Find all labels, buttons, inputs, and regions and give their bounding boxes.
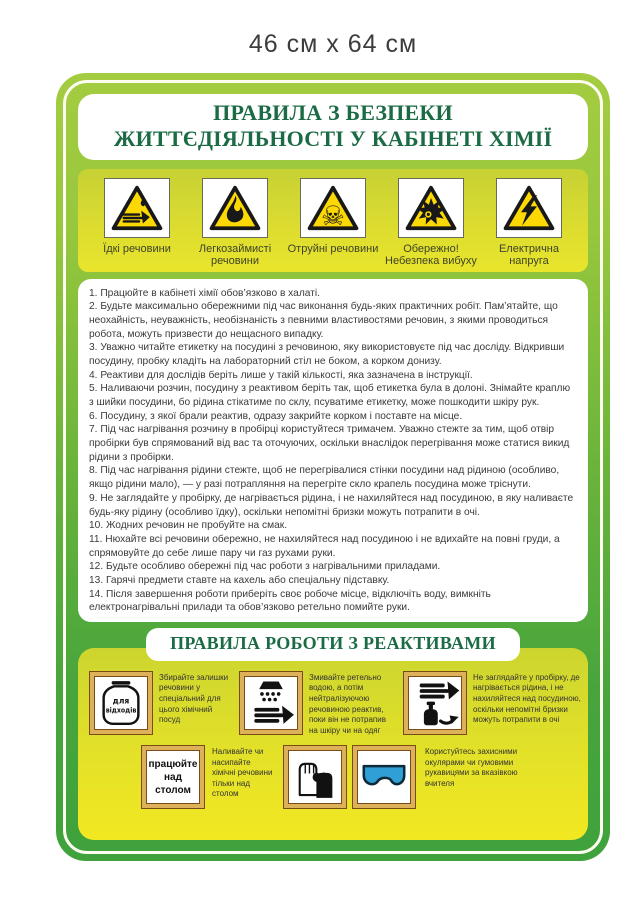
poster-title-line2: ЖИТТЄДІЯЛЬНОСТІ У КАБІНЕТІ ХІМІЇ xyxy=(113,125,553,151)
sign-square xyxy=(496,178,562,238)
rule-item: 9. Не заглядайте у пробірку, де нагрівається рідина, і не нахиляйтеся над посудиною, в яку наливаєте будь-яку рідину (особливо їдку), оскільки непомітні бризки можуть потрапити в очі. xyxy=(89,492,574,518)
reagent-item-rinse xyxy=(240,672,397,736)
flammable-warning-icon xyxy=(208,184,262,232)
sign-square xyxy=(398,178,464,238)
reagents-title: ПРАВИЛА РОБОТИ З РЕАКТИВАМИ xyxy=(146,628,520,661)
sign-toxic xyxy=(286,178,380,268)
rule-item: 5. Наливаючи розчин, посудину з реактивом беріть так, щоб етикетка була в долоні. Знімайте краплю з шийки посудини, бо рідина стікатиме по склу, псуватиме етикетку, може пошкодити шкіру рук. xyxy=(89,383,571,409)
rule-item: 8. Під час нагрівання рідини стежте, щоб не перегрівалися стінки посудини над рідиною (особливо, якщо рідини мало), — у разі потрапляння на перегріте скло крапель посудина може тріснути. xyxy=(89,465,560,491)
sign-label: Обережно! Небезпека вибуху xyxy=(385,242,477,268)
icon-frame xyxy=(90,672,152,734)
work-sign-label: працюйте над столом xyxy=(148,758,198,796)
sign-square xyxy=(300,178,366,238)
reagents-title-band xyxy=(78,628,588,661)
reagents-panel xyxy=(78,648,588,840)
icon-frame xyxy=(404,672,466,734)
gloves-icon xyxy=(290,752,340,802)
warning-signs-panel xyxy=(78,169,588,272)
reagent-item-splash xyxy=(404,672,585,736)
rule-item: 14. Після завершення роботи приберіть своє робоче місце, відключіть воду, вимкніть електронагрівальні прилади та обов’язково ретельно помийте руки. xyxy=(89,588,491,614)
rule-item: 13. Гарячі предмети ставте на кахель або спеціальну підставку. xyxy=(89,574,390,586)
sign-label: Легкозаймисті речовини xyxy=(198,242,272,268)
rinse-hands-icon xyxy=(246,678,296,728)
sign-flammable xyxy=(188,178,282,268)
toxic-warning-icon xyxy=(306,184,360,232)
goggles-icon xyxy=(358,758,410,796)
svg-text:для: для xyxy=(112,696,130,706)
rule-item: 2. Будьте максимально обережними під час виконання будь-яких практичних робіт. Пам’ятайте, що неохайність, неуважність, необізнаність з певними властивостями речовин, з якими проводиться робота, можуть призвести до нещасного випадку. xyxy=(89,301,558,340)
explosive-warning-icon xyxy=(404,184,458,232)
reagents-row-2 xyxy=(90,746,576,808)
icon-frame xyxy=(353,746,415,808)
rule-item: 11. Нюхайте всі речовини обережно, не нахиляйтеся над посудиною і не вдихайте на повні груди, а спрямовуйте до себе лише пару чи газ рухами руки. xyxy=(89,533,560,559)
sign-label: Отруйні речовини xyxy=(287,242,379,255)
sign-explosive xyxy=(384,178,478,268)
sign-corrosive xyxy=(90,178,184,268)
reagent-text: Збирайте залишки речовини у спеціальний для цього хімічний посуд xyxy=(159,672,229,725)
rule-item: 4. Реактиви для дослідів беріть лише у такій кількості, яка зазначена в інструкції. xyxy=(89,369,473,381)
safety-rules-list xyxy=(78,279,588,622)
icon-frame xyxy=(240,672,302,734)
safety-poster xyxy=(56,73,610,861)
rule-item: 6. Посудину, з якої брали реактив, одразу закрийте корком і поставте на місце. xyxy=(89,410,463,422)
sign-electric xyxy=(482,178,576,268)
sign-label: Їдкі речовини xyxy=(103,242,171,255)
electric-warning-icon xyxy=(502,184,556,232)
reagent-text: Користуйтесь захисними окулярами чи гумовими рукавицями за вказівкою вчителя xyxy=(425,747,518,788)
waste-jar-icon xyxy=(96,678,146,728)
svg-text:відходів: відходів xyxy=(105,706,137,715)
reagents-row-1 xyxy=(90,672,581,736)
corrosive-warning-icon xyxy=(110,184,164,232)
svg-text:☠: ☠ xyxy=(321,200,345,232)
reagent-text: Не заглядайте у пробірку, де нагрівається рідина, і не нахиляйтеся над посудиною, оскільки непомітні бризки можуть потрапити в очі xyxy=(473,672,581,725)
poster-size-label: 46 см х 64 см xyxy=(248,30,418,58)
poster-frame xyxy=(63,80,603,854)
poster-title-line1: ПРАВИЛА З БЕЗПЕКИ xyxy=(213,100,453,125)
reagent-text: Наливайте чи насипайте хімічні речовини тільки над столом xyxy=(212,747,273,799)
rule-item: 7. Під час нагрівання розчину в пробірці користуйтеся тримачем. Уважно стежте за тим, щоб отвір пробірки був спрямований від вас та оточуючих, оскільки внаслідок перегрівання може статися викид рідини з пробірки. xyxy=(89,424,570,463)
sign-square xyxy=(202,178,268,238)
sign-square xyxy=(104,178,170,238)
work-over-table-sign xyxy=(142,746,204,808)
rule-item: 12. Будьте особливо обережні під час роботи з нагрівальними приладами. xyxy=(89,561,441,573)
rule-item: 3. Уважно читайте етикетку на посудині з речовиною, яку використовуєте під час досліду. Відкривши посудину, пробку кладіть на лабораторний стіл не боком, а корком донизу. xyxy=(89,342,565,368)
reagent-item-waste xyxy=(90,672,233,736)
sign-label: Електрична напруга xyxy=(498,242,560,268)
poster-title-box xyxy=(78,94,588,160)
rule-item: 1. Працюйте в кабінеті хімії обов’язково в халаті. xyxy=(89,287,320,299)
rule-item: 10. Жодних речовин не пробуйте на смак. xyxy=(89,520,288,532)
splash-eyes-icon xyxy=(410,678,460,728)
icon-frame xyxy=(284,746,346,808)
reagent-text: Змивайте ретельно водою, а потім нейтралізуючою речовиною реактив, поки він не потрапив на шкіру чи на одяг xyxy=(309,672,386,735)
